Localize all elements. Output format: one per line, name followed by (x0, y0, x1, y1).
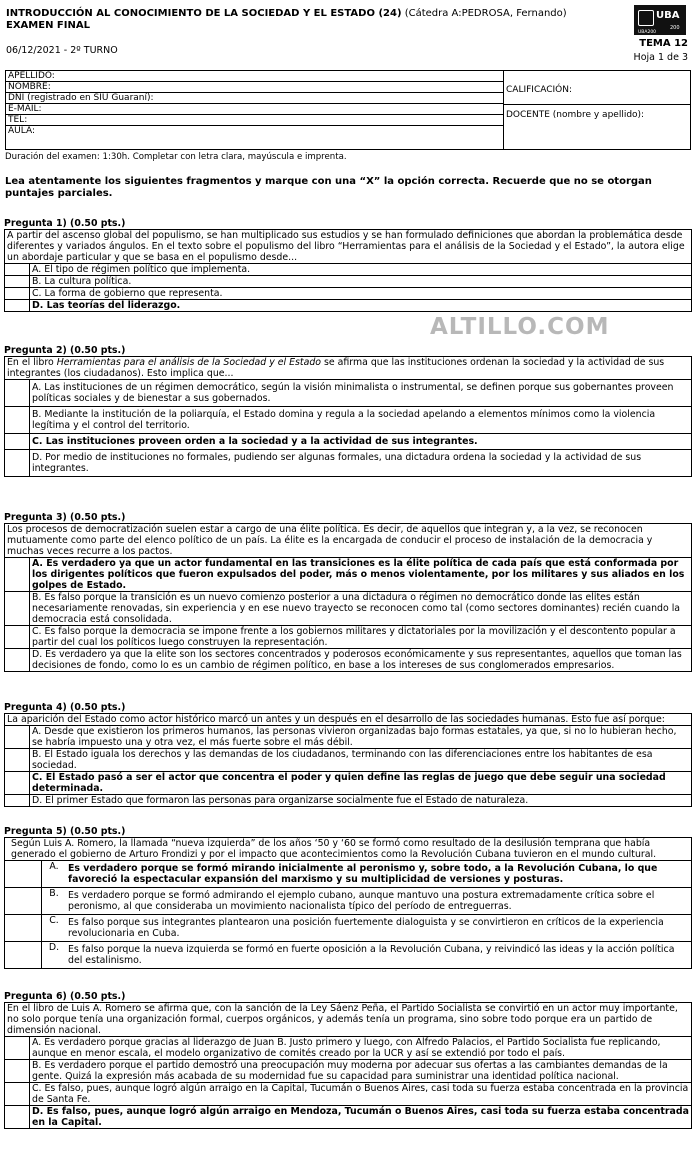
question-title: Pregunta 6) (0.50 pts.) (4, 991, 126, 1002)
stem-pre: En el libro (7, 357, 57, 368)
answer-checkbox[interactable] (5, 888, 42, 914)
option-d[interactable] (5, 648, 691, 671)
answer-checkbox[interactable] (5, 1060, 30, 1082)
option-c[interactable] (5, 625, 691, 648)
answer-checkbox[interactable] (5, 726, 30, 748)
question-title: Pregunta 4) (0.50 pts.) (4, 702, 126, 713)
answer-checkbox[interactable] (5, 276, 30, 287)
option-text: B. Mediante la institución de la poliarquía, el Estado domina y regula a la sociedad apelando a elementos mínimos como la violencia legítima y el control del territorio. (32, 409, 656, 431)
logo-shape-icon (638, 10, 654, 26)
option-c[interactable] (5, 1082, 691, 1105)
question-box (4, 837, 692, 969)
question-3 (4, 512, 692, 672)
divider (504, 104, 690, 105)
question-2 (4, 345, 692, 477)
option-c[interactable] (5, 771, 691, 794)
option-text: A. Es verdadero ya que un actor fundamental en las transiciones es la élite política de cada país que está conformada por los dirigentes políticos que fueron expulsados del poder, más o menos violentamente, por los militares y sus aliados en los golpes de Estado. (32, 558, 685, 591)
exam-type: EXAMEN FINAL (6, 20, 90, 31)
book-title: Herramientas para el análisis de la Sociedad y el Estado (56, 357, 322, 368)
answer-checkbox[interactable] (5, 649, 30, 671)
option-c[interactable] (5, 287, 691, 299)
answer-checkbox[interactable] (5, 407, 30, 433)
question-1 (4, 218, 692, 312)
answer-checkbox[interactable] (5, 592, 30, 625)
question-stem: A partir del ascenso global del populismo, se han multiplicado sus estudios y se han formulado definiciones que abordan la problemática desde diferentes y variados ángulos. En el texto sobre el populismo del libro “Herramientas para el análisis de la Sociedad y el Estado”, la autora elige un abordaje particular y que se basa en el populismo desde... (7, 230, 685, 263)
answer-checkbox[interactable] (5, 264, 30, 275)
answer-checkbox[interactable] (5, 942, 42, 968)
question-title: Pregunta 5) (0.50 pts.) (4, 826, 126, 837)
question-4 (4, 702, 692, 807)
option-text: D. Las teorías del liderazgo. (32, 300, 181, 311)
answer-checkbox[interactable] (5, 749, 30, 771)
option-b[interactable] (5, 1059, 691, 1082)
answer-checkbox[interactable] (5, 1037, 30, 1059)
docente-field[interactable]: DOCENTE (nombre y apellido): (506, 110, 645, 120)
option-text: A. Las instituciones de un régimen democrático, según la visión minimalista o instrumental, se definen porque sus gobernantes proveen políticas sociales y de bienestar a sus gobernados. (32, 382, 674, 404)
tema-label: TEMA 12 (639, 38, 688, 49)
question-box (4, 1002, 692, 1129)
option-d[interactable] (5, 299, 691, 311)
answer-checkbox[interactable] (5, 558, 30, 591)
logo-small: UBA200 (638, 30, 657, 35)
answer-checkbox[interactable] (5, 795, 30, 806)
option-text: D. El primer Estado que formaron las personas para organizarse socialmente fue el Estado de naturaleza. (32, 795, 529, 806)
answer-checkbox[interactable] (5, 300, 30, 311)
question-box (4, 229, 692, 312)
option-a[interactable] (5, 725, 691, 748)
duration-note: Duración del examen: 1:30h. Completar con letra clara, mayúscula e imprenta. (5, 152, 347, 162)
option-letter: C. (49, 915, 59, 926)
page-counter: Hoja 1 de 3 (633, 52, 688, 63)
option-d[interactable] (5, 794, 691, 806)
answer-checkbox[interactable] (5, 626, 30, 648)
option-text: D. Es falso, pues, aunque logró algún arraigo en Mendoza, Tucumán o Buenos Aires, casi toda su fuerza estaba concentrada en la Capital. (32, 1106, 689, 1128)
option-a[interactable] (5, 1036, 691, 1059)
option-text: C. Es falso porque la democracia se impone frente a los gobiernos militares y dictatoriales por la movilización y el descontento popular a partir del cual los políticos luego construyen la representación. (32, 626, 676, 648)
option-text: C. Las instituciones proveen orden a la sociedad y a la actividad de sus integrantes. (32, 436, 478, 447)
option-letter: A. (49, 861, 59, 872)
answer-checkbox[interactable] (5, 1106, 30, 1128)
question-stem: La aparición del Estado como actor histórico marcó un antes y un después en el desarrollo de las sociedades humanas. Esto fue así porque: (7, 714, 665, 725)
option-text: Es falso porque la nueva izquierda se formó en fuerte oposición a la Revolución Cubana, y reivindicó las ideas y la acción política del estalinismo. (68, 944, 675, 966)
option-a[interactable] (5, 263, 691, 275)
logo-sub: 200 (670, 25, 680, 31)
answer-checkbox[interactable] (5, 915, 42, 941)
option-b[interactable] (5, 887, 691, 914)
field-aula[interactable]: AULA: (8, 126, 35, 137)
course-name: INTRODUCCIÓN AL CONOCIMIENTO DE LA SOCIEDAD Y EL ESTADO (24) (6, 8, 402, 19)
exam-date: 06/12/2021 - 2º TURNO (6, 45, 118, 56)
answer-checkbox[interactable] (5, 434, 30, 449)
stem-post: se afirma que las instituciones ordenan la sociedad y la actividad de sus integrantes (los ciudadanos). Esto implica que... (7, 357, 665, 379)
option-c[interactable] (5, 433, 691, 449)
field-dni[interactable]: DNI (registrado en SIU Guaraní): (6, 93, 503, 104)
option-text: A. El tipo de régimen político que implementa. (32, 264, 251, 275)
option-letter: D. (48, 942, 60, 953)
header-title (6, 8, 567, 32)
field-apellido[interactable]: APELLIDO: (6, 71, 503, 82)
option-b[interactable] (5, 748, 691, 771)
option-a[interactable] (5, 860, 691, 887)
question-box (4, 713, 692, 807)
grading-box (504, 71, 690, 149)
option-text: B. La cultura política. (32, 276, 132, 287)
answer-checkbox[interactable] (5, 1083, 30, 1105)
option-text: D. Por medio de instituciones no formales, pudiendo ser algunas formales, una dictadura ordena la sociedad y la actividad de sus integrantes. (32, 452, 642, 474)
catedra: (Cátedra A:PEDROSA, Fernando) (404, 8, 567, 19)
option-text: C. El Estado pasó a ser el actor que concentra el poder y quien define las reglas de juego que debe seguir una sociedad determinada. (32, 772, 666, 794)
question-stem: Según Luis A. Romero, la llamada “nueva izquierda” de los años ‘50 y ‘60 se formó como resultado de la desilusión temprana que había generado el gobierno de Arturo Frondizi y por el impacto que acontecimientos como la Revolución Cubana tuvieron en el mundo cultural. (11, 838, 657, 860)
student-id-box (5, 70, 691, 150)
option-text: B. El Estado iguala los derechos y las demandas de los ciudadanos, terminando con las diferenciaciones entre los habitantes de esa sociedad. (32, 749, 653, 771)
option-b[interactable] (5, 275, 691, 287)
question-5 (4, 826, 692, 969)
instructions: Lea atentamente los siguientes fragmentos y marque con una “X” la opción correcta. Recuerde que no se otorgan puntajes parciales. (5, 176, 652, 199)
option-d[interactable] (5, 1105, 691, 1128)
option-a[interactable] (5, 557, 691, 591)
question-stem: En el libro de Luis A. Romero se afirma que, con la sanción de la Ley Sáenz Peña, el Partido Socialista se convirtió en un actor muy importante, no solo porque tenía una organización formal, cuerpos orgánicos, y además tenía un programa, sino sobre todo porque era un partido de dimensión nacional. (7, 1003, 678, 1036)
option-text: C. Es falso, pues, aunque logró algún arraigo en la Capital, Tucumán o Buenos Aires, casi toda su fuerza estaba concentrada en la provincia de Santa Fe. (32, 1083, 689, 1105)
option-text: C. La forma de gobierno que representa. (32, 288, 223, 299)
question-stem (5, 357, 691, 379)
watermark: ALTILLO.COM (430, 314, 610, 340)
option-text: A. Es verdadero porque gracias al liderazgo de Juan B. Justo primero y luego, con Alfredo Palacios, el Partido Socialista fue replicando, aunque en menor escala, el modelo organizativo de comités creado por la UCR y así se extendió por todo el país. (32, 1037, 661, 1059)
calificacion-field[interactable]: CALIFICACIÓN: (506, 85, 573, 95)
answer-checkbox[interactable] (5, 380, 30, 406)
option-a[interactable] (5, 379, 691, 406)
question-title: Pregunta 3) (0.50 pts.) (4, 512, 126, 523)
option-text: B. Es verdadero porque el partido demostró una preocupación muy moderna por adecuar sus ofertas a las cambiantes demandas de la gente. Quizá la expresión más acabada de su modernidad fue su capacidad para suministrar una identidad política nacional. (32, 1060, 668, 1082)
option-text: B. Es falso porque la transición es un nuevo comienzo posterior a una dictadura o régimen no democrático donde las elites están necesariamente renovadas, sin experiencia y en ese nuevo trayecto se reconocen como tal (como sectores dominantes) recién cuando la democracia está consolidada. (32, 592, 681, 625)
uba-logo (634, 5, 686, 35)
option-letter: B. (49, 888, 59, 899)
question-stem: Los procesos de democratización suelen estar a cargo de una élite política. Es decir, de aquellos que integran y, a la vez, se reconocen mutuamente como parte del elenco político de un país. La élite es la encargada de conducir el proceso de instalación de la democracia y muchas veces recurre a los pactos. (7, 524, 653, 557)
option-text: Es falso porque sus integrantes plantearon una posición fuertemente dialoguista y se convirtieron en críticos de la experiencia revolucionaria en Cuba. (68, 917, 664, 939)
answer-checkbox[interactable] (5, 450, 30, 476)
option-text: Es verdadero porque se formó admirando el ejemplo cubano, aunque mantuvo una postura extremadamente crítica sobre el peronismo, al que consideraba un movimiento nacionalista típico del período de entreguerras. (68, 890, 655, 912)
question-title: Pregunta 2) (0.50 pts.) (4, 345, 126, 356)
question-box (4, 523, 692, 672)
option-b[interactable] (5, 591, 691, 625)
option-d[interactable] (5, 941, 691, 968)
field-tel[interactable]: TEL: (6, 115, 503, 126)
question-6 (4, 991, 692, 1129)
option-b[interactable] (5, 406, 691, 433)
answer-checkbox[interactable] (5, 772, 30, 794)
question-title: Pregunta 1) (0.50 pts.) (4, 218, 126, 229)
answer-checkbox[interactable] (5, 288, 30, 299)
student-fields (6, 71, 504, 149)
option-c[interactable] (5, 914, 691, 941)
field-nombre[interactable]: NOMBRE: (6, 82, 503, 93)
question-box (4, 356, 692, 477)
answer-checkbox[interactable] (5, 861, 42, 887)
option-text: D. Es verdadero ya que la elite son los sectores concentrados y poderosos económicamente y sus representantes, aquellos que toman las decisiones de fondo, como lo es un cambio de régimen político, en base a los intereses de sus conglomerados empresarios. (32, 649, 682, 671)
logo-text: UBA (656, 10, 680, 21)
option-text: Es verdadero porque se formó mirando inicialmente al peronismo y, sobre todo, a la Revolución Cubana, lo que favoreció la espectacular expansión del marxismo y su multiplicidad de versiones y posturas. (68, 863, 658, 885)
option-d[interactable] (5, 449, 691, 476)
option-text: A. Desde que existieron los primeros humanos, las personas vivieron organizadas bajo formas estatales, ya que, si no lo hubieran hecho, se habría impuesto una y otra vez, el más fuerte sobre el más débil. (32, 726, 677, 748)
field-email[interactable]: E-MAIL: (6, 104, 503, 115)
